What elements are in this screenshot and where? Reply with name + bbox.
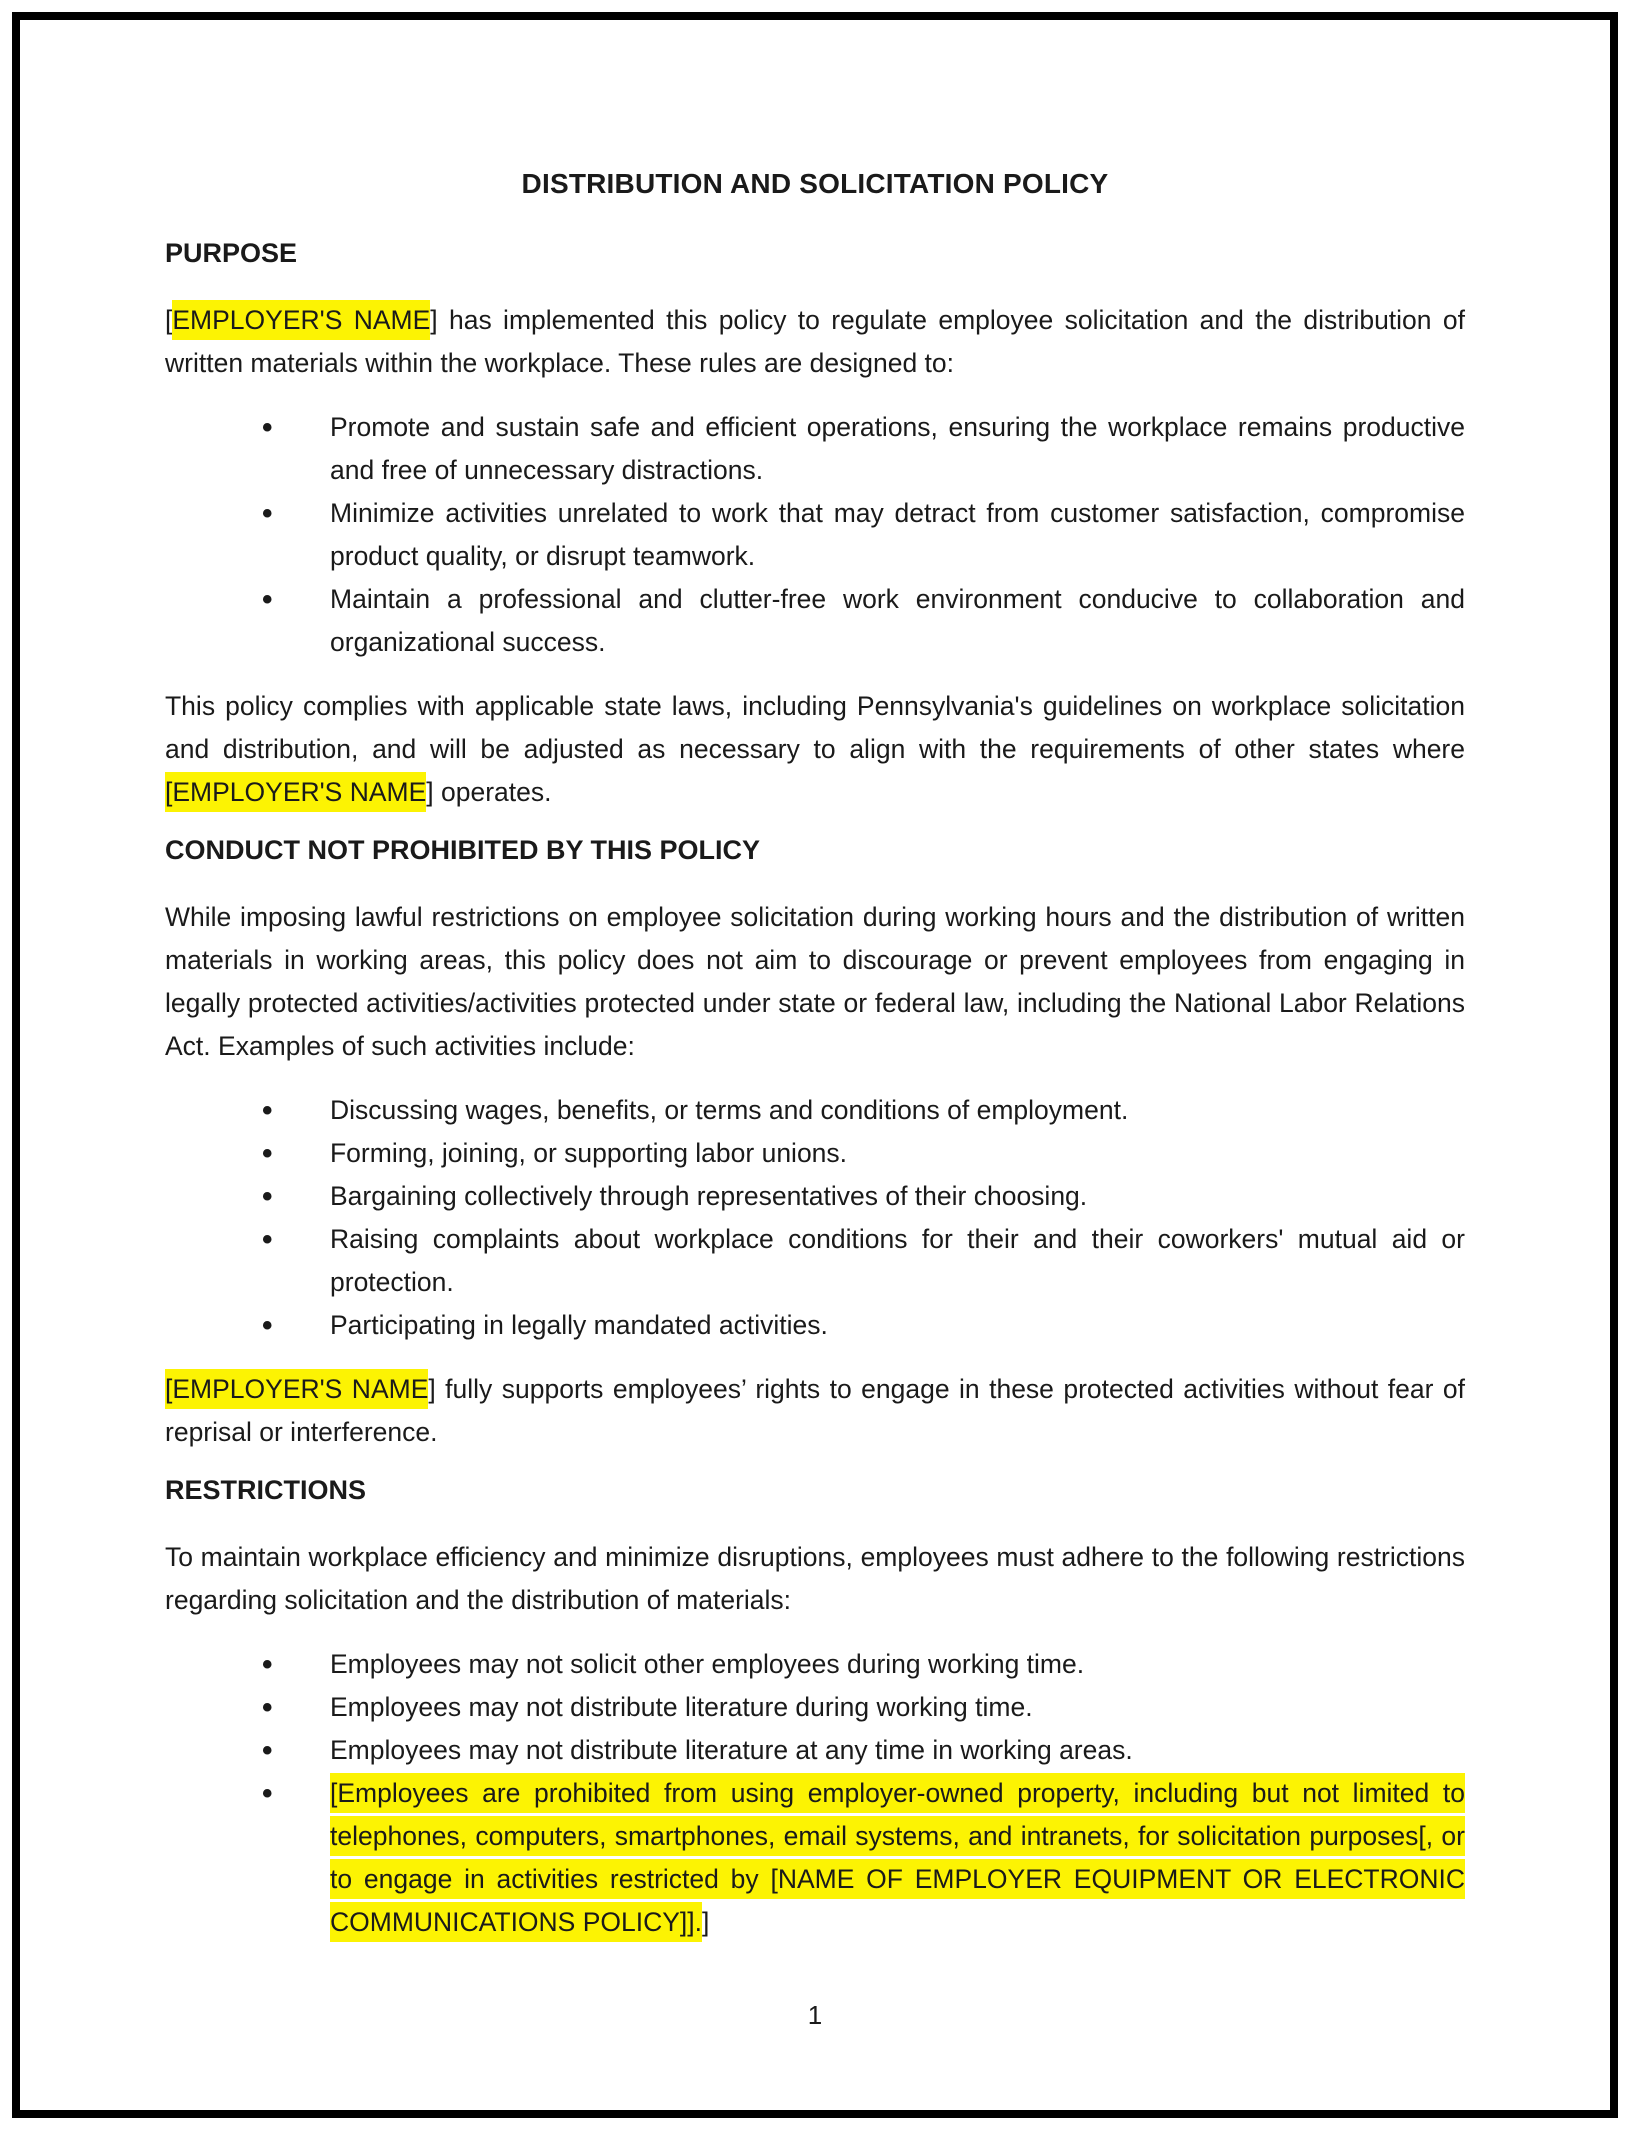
highlighted-text: [EMPLOYER'S NAME	[165, 1369, 428, 1409]
bullet-item	[165, 1089, 1465, 1132]
text-run: Raising complaints about workplace conditions for their and their coworkers' mutual aid or protection.	[330, 1224, 1465, 1297]
text-run: ] fully supports employees’ rights to engage in these protected activities without fear of reprisal or interference.	[165, 1374, 1465, 1447]
paragraph	[165, 1536, 1465, 1622]
text-run: Employees may not distribute literature at any time in working areas.	[330, 1735, 1133, 1765]
text-run: ] has implemented this policy to regulate employee solicitation and the distribution of written materials within the workplace. These rules are designed to:	[165, 305, 1465, 378]
bullet-item	[165, 1686, 1465, 1729]
bullet-item	[165, 1729, 1465, 1772]
bullet-item	[165, 1175, 1465, 1218]
highlighted-text: [Employees are prohibited from using employer-owned property, including but not limited to telephones, computers, smartphones, email systems, and intranets, for solicitation purposes[, or to engage in activities restricted by [NAME OF EMPLOYER EQUIPMENT OR ELECTRONIC COMMUNICATIONS POLICY]].	[330, 1773, 1465, 1942]
text-run: [	[165, 305, 173, 335]
text-run: While imposing lawful restrictions on employee solicitation during working hours and the distribution of written materials in working areas, this policy does not aim to discourage or prevent employees from engaging in legally protected activities/activities protected under state or federal law, including the National Labor Relations Act. Examples of such activities include:	[165, 902, 1465, 1061]
text-run: Bargaining collectively through representatives of their choosing.	[330, 1181, 1088, 1211]
text-run: Forming, joining, or supporting labor unions.	[330, 1138, 848, 1168]
text-run: Minimize activities unrelated to work that may detract from customer satisfaction, compromise product quality, or disrupt teamwork.	[330, 498, 1465, 571]
paragraph	[165, 1368, 1465, 1454]
text-run: Maintain a professional and clutter-free work environment conducive to collaboration and organizational success.	[330, 584, 1465, 657]
highlighted-text: [EMPLOYER'S NAME	[165, 772, 426, 812]
paragraph	[165, 299, 1465, 385]
bullet-item	[165, 1772, 1465, 1944]
text-run: Employees may not solicit other employees during working time.	[330, 1649, 1085, 1679]
bullet-item	[165, 406, 1465, 492]
page-number: 1	[807, 2000, 823, 2030]
text-run: ]	[702, 1907, 710, 1937]
text-run: Discussing wages, benefits, or terms and conditions of employment.	[330, 1095, 1129, 1125]
document-content	[165, 168, 1465, 1965]
paragraph	[165, 685, 1465, 814]
text-run: This policy complies with applicable state laws, including Pennsylvania's guidelines on workplace solicitation and distribution, and will be adjusted as necessary to align with the requirements of other states where	[165, 691, 1465, 764]
text-run: Employees may not distribute literature during working time.	[330, 1692, 1033, 1722]
bullet-item	[165, 578, 1465, 664]
text-run: Participating in legally mandated activities.	[330, 1310, 828, 1340]
bullet-item	[165, 1304, 1465, 1347]
bullet-item	[165, 1132, 1465, 1175]
text-run: ] operates.	[426, 777, 552, 807]
bullet-list	[165, 1089, 1465, 1347]
section-heading: CONDUCT NOT PROHIBITED BY THIS POLICY	[165, 835, 761, 865]
highlighted-text: EMPLOYER'S NAME	[172, 300, 430, 340]
bullet-list	[165, 1643, 1465, 1944]
text-run: To maintain workplace efficiency and minimize disruptions, employees must adhere to the following restrictions regarding solicitation and the distribution of materials:	[165, 1542, 1465, 1615]
section-heading: PURPOSE	[165, 238, 298, 268]
text-run: Promote and sustain safe and efficient operations, ensuring the workplace remains productive and free of unnecessary distractions.	[330, 412, 1465, 485]
bullet-item	[165, 1643, 1465, 1686]
bullet-item	[165, 1218, 1465, 1304]
paragraph	[165, 896, 1465, 1068]
bullet-list	[165, 406, 1465, 664]
section-heading: RESTRICTIONS	[165, 1475, 367, 1505]
document-title: DISTRIBUTION AND SOLICITATION POLICY	[521, 168, 1109, 199]
bullet-item	[165, 492, 1465, 578]
